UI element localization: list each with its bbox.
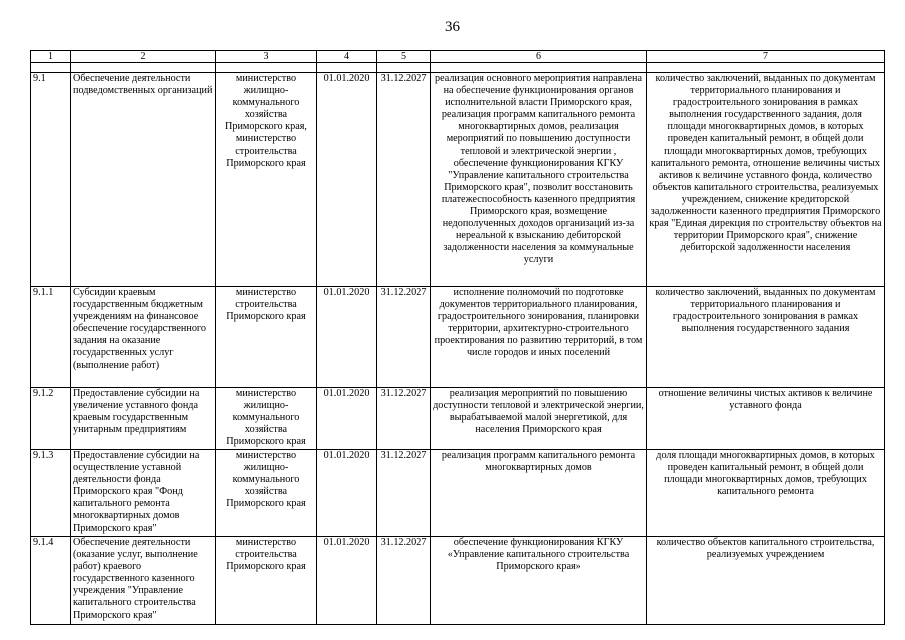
row-number: 9.1.3: [31, 450, 71, 537]
row-indicator: количество заключений, выданных по документам территориального планирования и градостроительного зонирования в рамках выполнения государственного задания: [647, 287, 885, 388]
row-end-date: 31.12.2027: [377, 537, 431, 625]
row-indicator: количество заключений, выданных по документам территориального планирования и градостроительного зонирования в рамках выполнения государственного задания, доля площади многоквартирных домов, в которых проведен капитальный ремонт, в общей доли площади многоквартирных домов, требующих капитального ремонта, отношение величины чистых активов к величине уставного фонда, количество объектов капитального строительства, реализуемых учреждением, снижение кредиторской задолженности казенного предприятия Приморского края "Единая дирекция по строительству объектов на территории Приморского края", снижение дебиторской задолженности населения: [647, 73, 885, 287]
table-row: [31, 388, 885, 450]
row-measure-name: Субсидии краевым государственным бюджетным учреждениям на финансовое обеспечение государственного задания на оказание государственных услуг (выполнение работ): [71, 287, 216, 388]
table-header-row: [31, 51, 885, 63]
row-measure-name: Предоставление субсидии на осуществление уставной деятельности фонда Приморского края "Фонд капитального ремонта многоквартирных домов Приморского края": [71, 450, 216, 537]
row-content: реализация основного мероприятия направлена на обеспечение функционирования органов исполнительной власти Приморского края, реализация программ капитального ремонта многоквартирных домов, реализация мероприятий по повышению доступности тепловой и электрической энергии , обеспечение функционирования КГКУ "Управление капитального строительства Приморского края", позволит восстановить платежеспособность казенного предприятия Приморского края, возмещение недополученных доходов организаций из-за нереальной к взысканию дебиторской задолженности населения за коммунальные услуги: [431, 73, 647, 287]
row-executor: министерство строительства Приморского края: [216, 537, 317, 625]
row-measure-name: Обеспечение деятельности подведомственных организаций: [71, 73, 216, 287]
row-executor: министерство жилищно-коммунального хозяйства Приморского края: [216, 388, 317, 450]
row-end-date: 31.12.2027: [377, 450, 431, 537]
table-row: [31, 450, 885, 537]
row-executor: министерство жилищно-коммунального хозяйства Приморского края: [216, 450, 317, 537]
header-cell: 2: [71, 51, 216, 63]
row-end-date: 31.12.2027: [377, 73, 431, 287]
table-row: [31, 73, 885, 287]
row-executor: министерство строительства Приморского края: [216, 287, 317, 388]
header-cell: 3: [216, 51, 317, 63]
row-number: 9.1.4: [31, 537, 71, 625]
table-row: [31, 287, 885, 388]
row-measure-name: Предоставление субсидии на увеличение уставного фонда краевым государственным унитарным предприятиям: [71, 388, 216, 450]
header-cell: 4: [317, 51, 377, 63]
row-measure-name: Обеспечение деятельности (оказание услуг, выполнение работ) краевого государственного казенного учреждения "Управление капитального строительства Приморского края": [71, 537, 216, 625]
row-executor: министерство жилищно-коммунального хозяйства Приморского края, министерство строительства Приморского края: [216, 73, 317, 287]
header-cell: 1: [31, 51, 71, 63]
row-end-date: 31.12.2027: [377, 388, 431, 450]
row-content: реализация программ капитального ремонта многоквартирных домов: [431, 450, 647, 537]
row-start-date: 01.01.2020: [317, 450, 377, 537]
row-number: 9.1.2: [31, 388, 71, 450]
row-content: реализация мероприятий по повышению доступности тепловой и электрической энергии, вырабатываемой малой энергетикой, для населения Приморского края: [431, 388, 647, 450]
row-number: 9.1: [31, 73, 71, 287]
row-start-date: 01.01.2020: [317, 73, 377, 287]
page-number: 36: [445, 19, 460, 35]
header-cell: 5: [377, 51, 431, 63]
row-indicator: отношение величины чистых активов к величине уставного фонда: [647, 388, 885, 450]
row-number: 9.1.1: [31, 287, 71, 388]
row-content: исполнение полномочий по подготовке документов территориального планирования, градостроительного зонирования, планировки территории, архитектурно-строительного проектирования по развитию территорий, в том числе городов и иных поселений: [431, 287, 647, 388]
row-indicator: доля площади многоквартирных домов, в которых проведен капитальный ремонт, в общей доли площади многоквартирных домов, требующих капитального ремонта: [647, 450, 885, 537]
row-start-date: 01.01.2020: [317, 287, 377, 388]
row-content: обеспечение функционирования КГКУ «Управление капитального строительства Приморского края»: [431, 537, 647, 625]
row-start-date: 01.01.2020: [317, 388, 377, 450]
row-end-date: 31.12.2027: [377, 287, 431, 388]
table-row: [31, 537, 885, 625]
program-table: [30, 50, 885, 625]
header-cell: 7: [647, 51, 885, 63]
header-cell: 6: [431, 51, 647, 63]
row-indicator: количество объектов капитального строительства, реализуемых учреждением: [647, 537, 885, 625]
row-start-date: 01.01.2020: [317, 537, 377, 625]
spacer-row: [31, 63, 885, 73]
